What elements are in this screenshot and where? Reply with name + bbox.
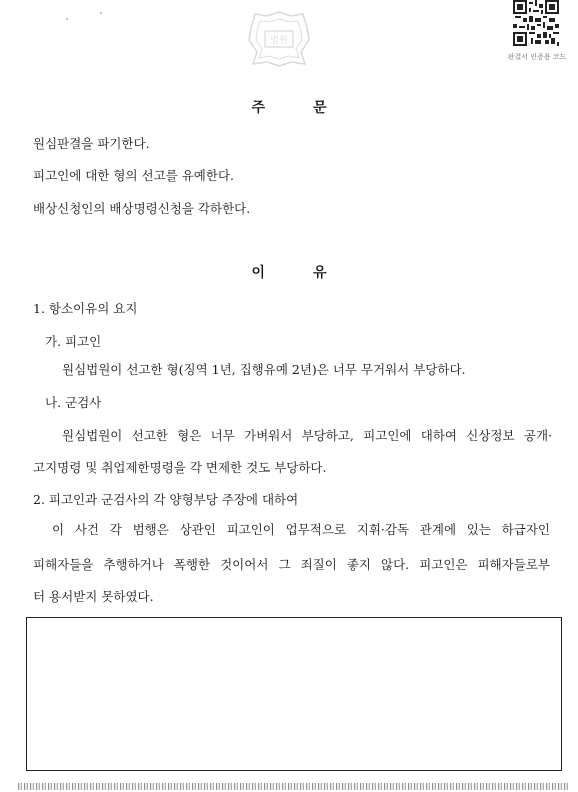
sub-b-line-2: 고지명령 및 취업제한명령을 각 면제한 것도 부당하다. — [33, 460, 327, 475]
section-2-title: 2. 피고인과 군검사의 각 양형부당 주장에 대하여 — [33, 492, 299, 507]
court-seal-icon — [247, 10, 311, 68]
reasons-heading: 이유 — [251, 265, 375, 281]
order-heading: 주문 — [251, 100, 375, 116]
seal-label: 법원 — [270, 36, 288, 46]
scan-speck — [66, 18, 68, 20]
section-2-line-1: 이 사건 각 범행은 상관인 피고인이 업무적으로 지휘·감독 관계에 있는 하급자인 — [52, 522, 550, 537]
sub-a-text: 원심법원이 선고한 형(징역 1년, 집행유예 2년)은 너무 무거워서 부당하다. — [62, 362, 466, 377]
blank-box — [26, 617, 562, 771]
scan-strip — [18, 783, 570, 790]
scan-speck — [100, 12, 102, 14]
sub-a-title: 가. 피고인 — [45, 334, 102, 349]
order-line-2: 피고인에 대한 형의 선고를 유예한다. — [33, 168, 234, 183]
sub-b-line-1: 원심법원이 선고한 형은 너무 가벼워서 부당하고, 피고인에 대하여 신상정보 공개· — [62, 428, 552, 443]
qr-code-icon — [513, 0, 559, 46]
order-line-3: 배상신청인의 배상명령신청을 각하한다. — [33, 201, 251, 216]
qr-caption: 판결서 인증용 코드 — [507, 53, 567, 61]
section-1-title: 1. 항소이유의 요지 — [33, 301, 138, 316]
section-2-line-2: 피해자들을 추행하거나 폭행한 것이어서 그 죄질이 좋지 않다. 피고인은 피해자들로부 — [33, 557, 550, 572]
order-line-1: 원심판결을 파기한다. — [33, 136, 150, 151]
sub-b-title: 나. 군검사 — [45, 395, 102, 410]
section-2-line-3: 터 용서받지 못하였다. — [33, 589, 154, 604]
